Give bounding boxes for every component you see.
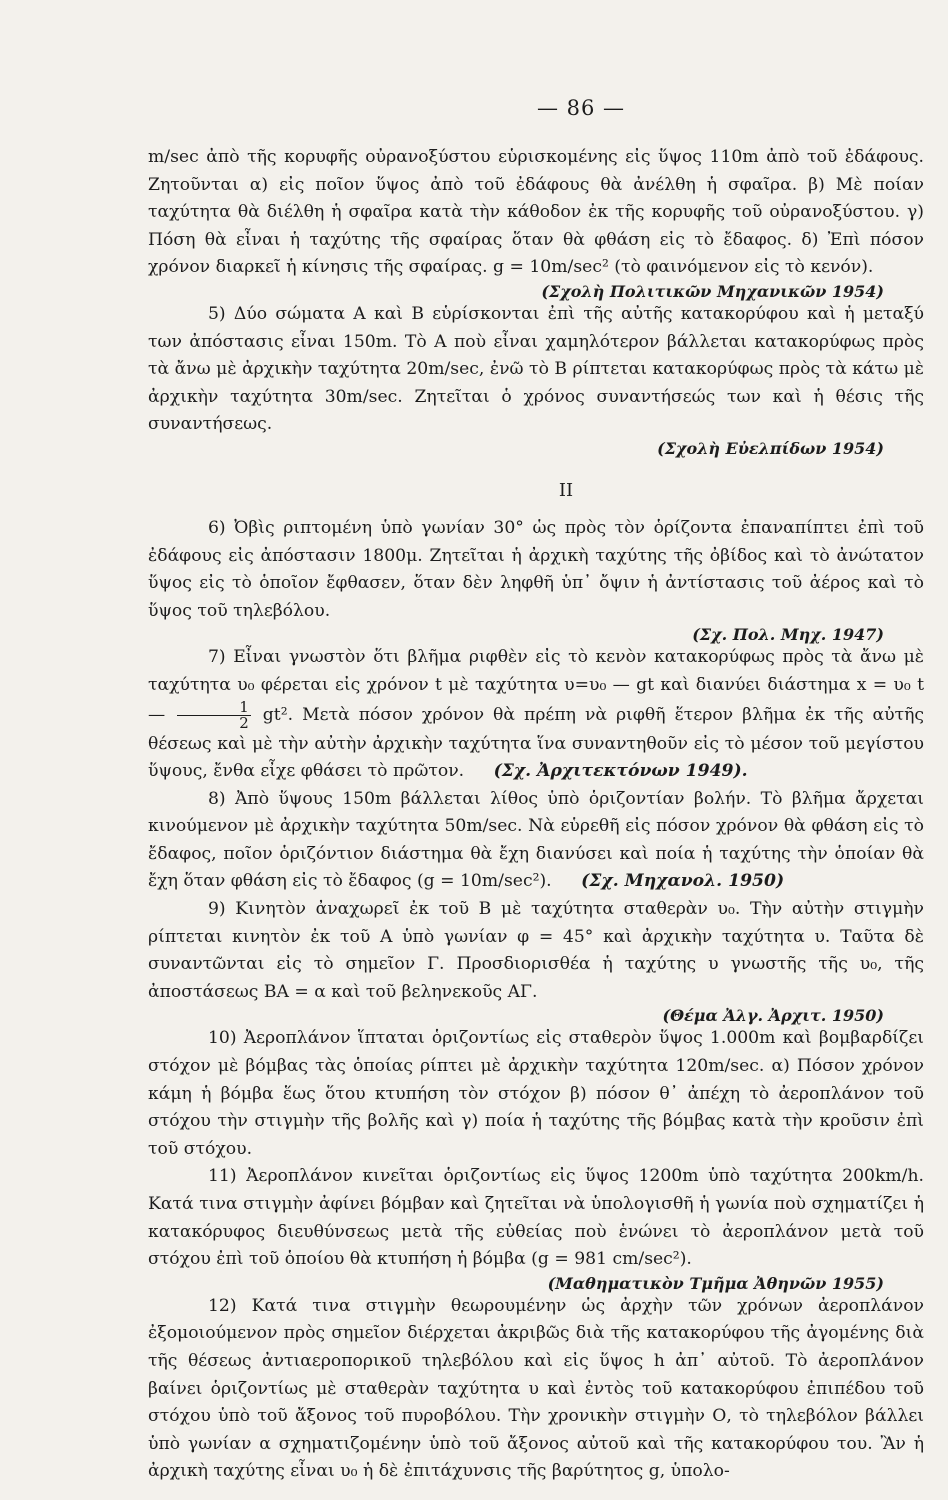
page-number: — 86 — — [536, 96, 626, 120]
problem-9-text: 9) Κινητὸν ἀναχωρεῖ ἐκ τοῦ Β μὲ ταχύτητα σταθερὰν υ₀. Τὴν αὐτὴν στιγμὴν ρίπτεται κινητὸν ἐκ τοῦ Α ὑπὸ γωνίαν φ = 45° καὶ ἀρχικὴν ταχύτητα υ. Ταῦτα δὲ συναντῶνται εἰς τὸ σημεῖον Γ. Προσδιορισθέα ἡ ταχύτης υ γνωστῆς τῆς υ₀, τῆς ἀποστάσεως ΒΑ = α καὶ τοῦ βεληνεκοῦς ΑΓ. — [148, 899, 924, 1002]
problem-6-text: 6) Ὀβὶς ριπτομένη ὑπὸ γωνίαν 30° ὡς πρὸς τὸν ὁρίζοντα ἐπαναπίπτει ἐπὶ τοῦ ἐδάφους εἰς ἀπόστασιν 1800μ. Ζητεῖται ἡ ἀρχικὴ ταχύτης τῆς ὀβίδος καὶ τὸ ἀνώτατον ὕψος εἰς τὸ ὁποῖον ἔφθασεν, ὅταν δὲν ληφθῆ ὑπ᾽ ὄψιν ἡ ἀντίστασις τοῦ ἀέρος καὶ τὸ ὕψος τοῦ τηλεβόλου. — [148, 517, 924, 621]
problem-5 — [148, 301, 924, 458]
problem-7-text-a: 7) Εἶναι γνωστὸν ὅτι βλῆμα ριφθὲν εἰς τὸ κενὸν κατακορύφως πρὸς τὰ ἄνω μὲ ταχύτητα υ₀ φέρεται εἰς χρόνον t μὲ ταχύτητα υ=υ₀ — gt καὶ διανύει διάστημα x = υ₀ t — — [148, 647, 924, 725]
problem-7 — [148, 644, 924, 785]
fraction-half — [177, 697, 251, 732]
problem-12 — [148, 1293, 924, 1486]
problem-11-source: (Μαθηματικὸν Τμῆμα Ἀθηνῶν 1955) — [547, 1273, 884, 1293]
problem-11 — [148, 1163, 924, 1292]
intro-text: m/sec ἀπὸ τῆς κορυφῆς οὐρανοξύστου εὑρισκομένης εἰς ὕψος 110m ἀπὸ τοῦ ἐδάφους. Ζητοῦνται α) εἰς ποῖον ὕψος ἀπὸ τοῦ ἐδάφους θὰ ἀνέλθη ἡ σφαῖρα. β) Μὲ ποίαν ταχύτητα θὰ διέλθη ἡ σφαῖρα κατὰ τὴν κάθοδον ἐκ τῆς κορυφῆς τοῦ οὐρανοξύστου. γ) Πόση θὰ εἶναι ἡ ταχύτης τῆς σφαίρας ὅταν θὰ φθάση εἰς τὸ ἔδαφος. δ) Ἐπὶ πόσον χρόνον διαρκεῖ ἡ κίνησις τῆς σφαίρας. g = 10m/sec² (τὸ φαινόμενον εἰς τὸ κενόν). — [148, 147, 924, 278]
problem-10 — [148, 1025, 924, 1163]
problem-8 — [148, 786, 924, 896]
section-mark: II — [558, 479, 574, 501]
problem-6 — [148, 515, 924, 644]
problem-7-text-b: gt². Μετὰ πόσον χρόνον θὰ πρέπη νὰ ριφθῆ ἕτερον βλῆμα ἐκ τῆς αὐτῆς θέσεως καὶ μὲ τὴν αὐτὴν ἀρχικὴν ταχύτητα ἵνα συναντηθοῦν εἰς τὸ μέσον τοῦ μεγίστου ὕψους, ἔνθα εἶχε φθάσει τὸ πρῶτον. — [148, 704, 925, 782]
problem-8-body: 8) Ἀπὸ ὕψους 150m βάλλεται λίθος ὑπὸ ὁριζοντίαν βολήν. Τὸ βλῆμα ἄρχεται κινούμενον μὲ ἀρχικὴν ταχύτητα 50m/sec. Νὰ εὑρεθῆ εἰς πόσον χρόνον θὰ φθάση εἰς τὸ ἔδαφος, ποῖον ὁριζόντιον διάστημα θὰ ἔχη διανύσει καὶ ποία ἡ ταχύτης τὴν ὁποίαν θὰ ἔχη ὅταν φθάση εἰς τὸ ἔδαφος (g = 10m/sec²). — [148, 788, 924, 892]
problem-12-text: 12) Κατά τινα στιγμὴν θεωρουμένην ὡς ἀρχὴν τῶν χρόνων ἀεροπλάνον ἐξομοιούμενον πρὸς σημεῖον διέρχεται ἀκριβῶς διὰ τῆς κατακορύφου τῆς ἀγομένης διὰ τῆς θέσεως ἀντιαεροπορικοῦ τηλεβόλου καὶ εἰς ὕψος h ἀπ᾽ αὐτοῦ. Τὸ ἀεροπλάνον βαίνει ὁριζοντίως μὲ σταθερὰν ταχύτητα υ καὶ ἐντὸς τοῦ κατακορύφου ἐπιπέδου τοῦ στόχου ὑπὸ τοῦ ἄξονος τοῦ πυροβόλου. Τὴν χρονικὴν στιγμὴν Ο, τὸ τηλεβόλον βάλλει ὑπὸ γωνίαν α σχηματιζομένην ὑπὸ τοῦ ἄξονος αὐτοῦ καὶ τῆς κατακορύφου του. Ἂν ἡ ἀρχικὴ ταχύτης εἶναι υ₀ ἡ δὲ ἐπιτάχυνσις τῆς βαρύτητος g, ὑπολο- — [148, 1295, 924, 1482]
problem-5-text: 5) Δύο σώματα Α καὶ Β εὑρίσκονται ἐπὶ τῆς αὐτῆς κατακορύφου καὶ ἡ μεταξύ των ἀπόστασις εἶναι 150m. Τὸ Α ποὺ εἶναι χαμηλότερον βάλλεται κατακορύφως πρὸς τὰ ἄνω μὲ ἀρχικὴν ταχύτητα 20m/sec, ἐνῶ τὸ Β ρίπτεται κατακορύφως πρὸς τὰ κάτω μὲ ἀρχικὴν ταχύτητα 30m/sec. Ζητεῖται ὁ χρόνος συναντήσεώς των καὶ ἡ θέσις τῆς συναντήσεως. — [148, 303, 924, 435]
problem-6-source: (Σχ. Πολ. Μηχ. 1947) — [692, 625, 884, 645]
fraction-denominator: 2 — [239, 713, 249, 732]
problem-5-source: (Σχολὴ Εὐελπίδων 1954) — [657, 438, 884, 458]
intro-block — [148, 144, 924, 301]
fraction-numerator: 1 — [177, 700, 251, 716]
problem-9 — [148, 896, 924, 1025]
problem-10-text: 10) Ἀεροπλάνον ἵπταται ὁριζοντίως εἰς σταθερὸν ὕψος 1.000m καὶ βομβαρδίζει στόχον μὲ βόμβας τὰς ὁποίας ρίπτει μὲ ἀρχικὴν ταχύτητα 120m/sec. α) Πόσον χρόνον κάμη ἡ βόμβα ἕως ὅτου κτυπήση τὸν στόχον β) πόσον θ᾽ ἀπέχη τὸ ἀεροπλάνον τοῦ στόχου τὴν στιγμὴν τῆς βολῆς καὶ γ) ποία ἡ ταχύτης τῆς βόμβας κατὰ τὴν κροῦσιν ἐπὶ τοῦ στόχου. — [148, 1028, 924, 1159]
problem-11-text: 11) Ἀεροπλάνον κινεῖται ὁριζοντίως εἰς ὕψος 1200m ὑπὸ ταχύτητα 200km/h. Κατά τινα στιγμὴν ἀφίνει βόμβαν καὶ ζητεῖται νὰ ὑπολογισθῆ ἡ γωνία ποὺ σχηματίζει ἡ κατακόρυφος διευθύνσεως μετὰ τῆς εὐθείας ποὺ ἑνώνει τὸ ἀεροπλάνον μετὰ τοῦ στόχου ἐπὶ τοῦ ὁποίου θὰ κτυπήση ἡ βόμβα (g = 981 cm/sec²). — [148, 1166, 924, 1270]
intro-source: (Σχολὴ Πολιτικῶν Μηχανικῶν 1954) — [541, 281, 884, 301]
problem-7-source: (Σχ. Ἀρχιτεκτόνων 1949). — [493, 761, 748, 782]
problem-9-source: (Θέμα Ἀλγ. Ἀρχιτ. 1950) — [662, 1006, 884, 1026]
problem-7-text — [148, 644, 924, 785]
problem-8-source: (Σχ. Μηχανολ. 1950) — [581, 871, 785, 892]
problem-8-text — [148, 786, 924, 896]
